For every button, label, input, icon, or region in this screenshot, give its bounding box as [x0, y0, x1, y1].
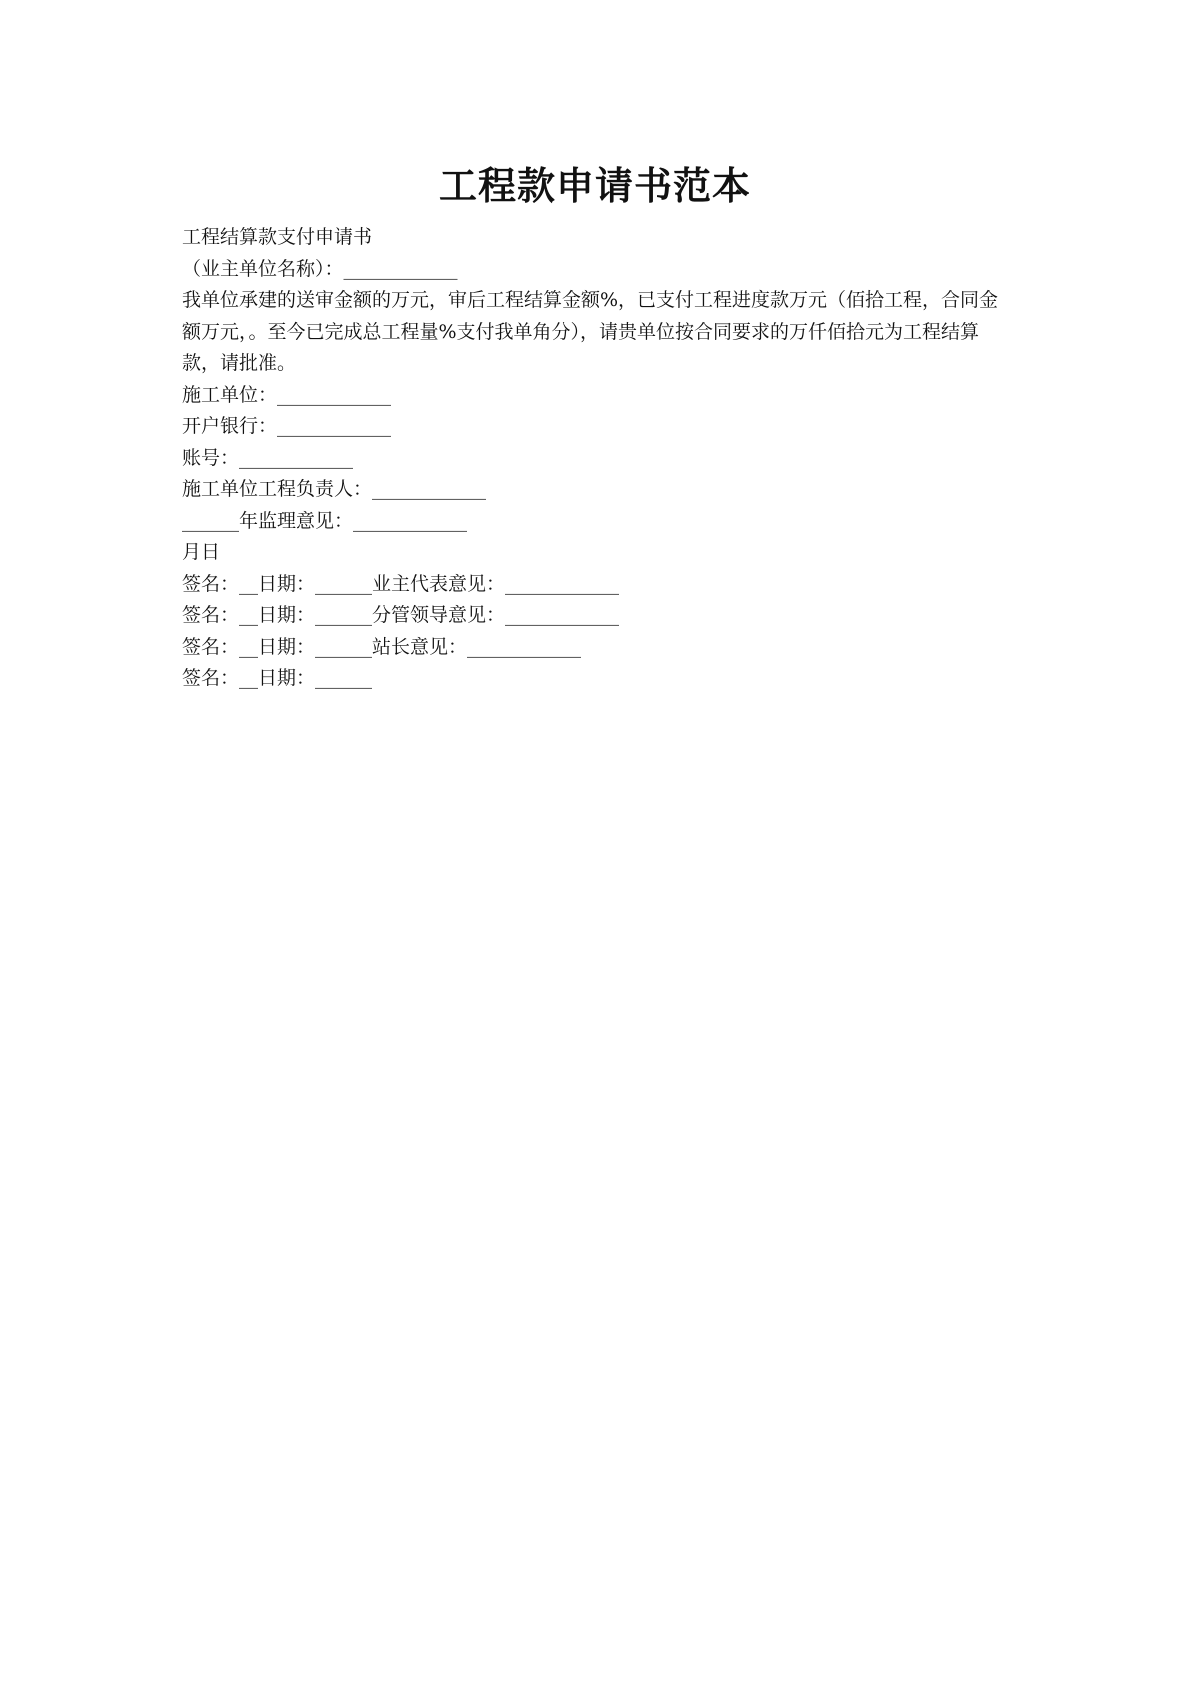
document-body: [182, 222, 1022, 695]
document-title: 工程款申请书范本: [438, 163, 751, 208]
signature-station-chief: 签名：__日期：______站长意见：____________: [182, 635, 582, 658]
signature-owner-representative: 签名：__日期：______业主代表意见：____________: [182, 572, 620, 595]
field-account: 账号：____________: [182, 446, 354, 469]
field-construction-unit: 施工单位：____________: [182, 383, 392, 406]
owner-unit-line: （业主单位名称）：____________: [182, 257, 458, 280]
signature-final: 签名：__日期：______: [182, 667, 373, 689]
field-project-manager: 施工单位工程负责人：____________: [182, 478, 487, 500]
field-bank: 开户银行：____________: [182, 415, 392, 437]
signature-leader-opinion: 签名：__日期：______分管领导意见：____________: [182, 604, 620, 626]
field-supervision-opinion: ______年监理意见：____________: [182, 509, 468, 532]
field-month-day: 月日: [182, 541, 221, 563]
document-subtitle: 工程结算款支付申请书: [182, 226, 373, 248]
body-paragraph: 我单位承建的送审金额的万元，审后工程结算金额%，已支付工程进度款万元（佰拾工程，合同金额万元，。至今已完成总工程量%支付我单角分），请贵单位按合同要求的万仟佰拾元为工程结算款，请批准。: [182, 289, 999, 374]
